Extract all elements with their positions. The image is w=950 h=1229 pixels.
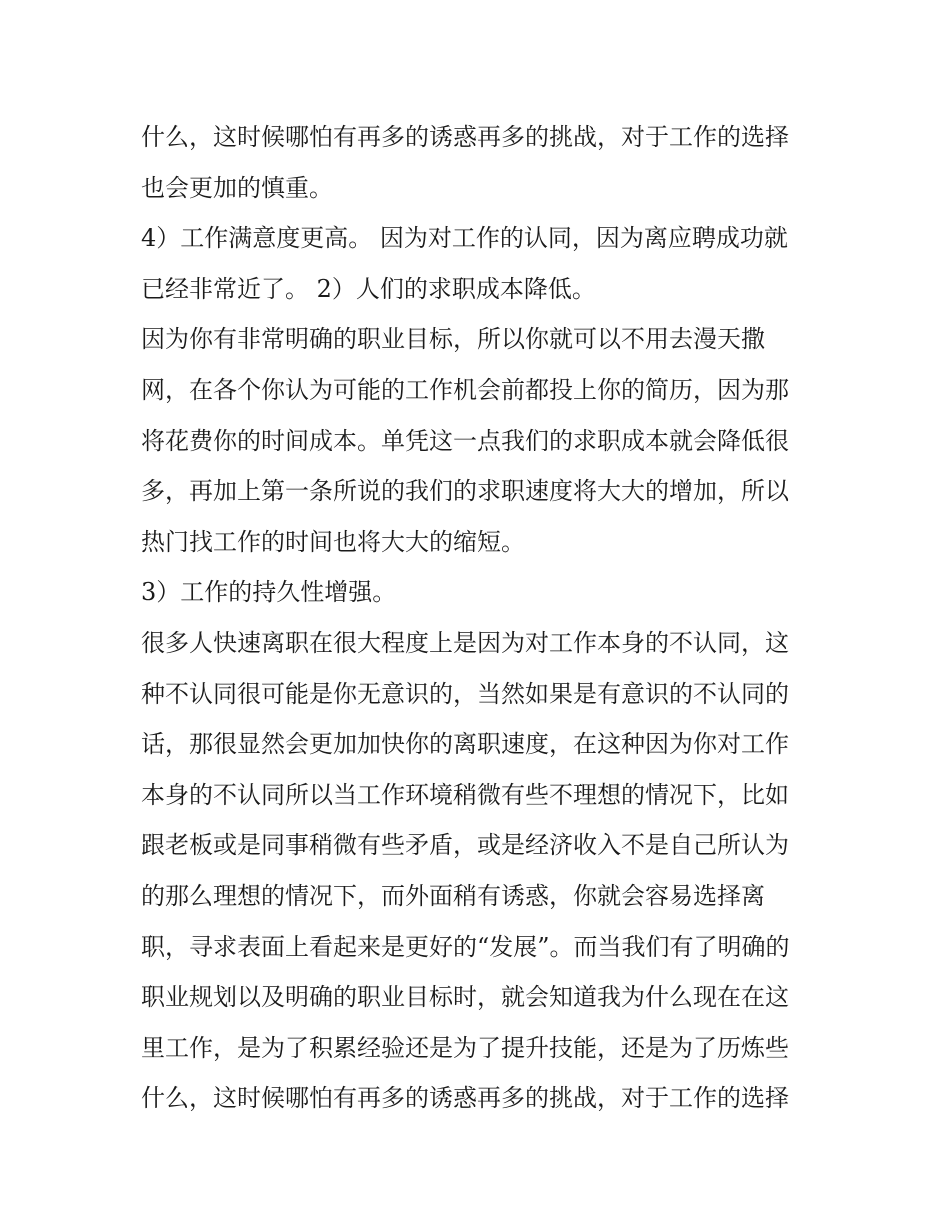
text-line: 职业规划以及明确的职业目标时，就会知道我为什么现在在这: [141, 983, 789, 1012]
text-line: 4）工作满意度更高。 因为对工作的认同，因为离应聘成功就: [141, 224, 788, 253]
text-line: 跟老板或是同事稍微有些矛盾，或是经济收入不是自己所认为: [141, 831, 789, 860]
text-line: 多，再加上第一条所说的我们的求职速度将大大的增加，所以: [141, 477, 789, 506]
text-line: 的那么理想的情况下，而外面稍有诱惑，你就会容易选择离: [141, 881, 765, 910]
document-body: [141, 112, 813, 1124]
text-line: 3）工作的持久性增强。: [141, 578, 397, 607]
text-line: 网，在各个你认为可能的工作机会前都投上你的简历，因为那: [141, 375, 789, 404]
text-line: 什么，这时候哪怕有再多的诱惑再多的挑战，对于工作的选择: [141, 123, 789, 151]
text-line: 也会更加的慎重。: [141, 173, 333, 202]
text-line: 热门找工作的时间也将大大的缩短。: [141, 527, 525, 556]
text-line: 职，寻求表面上看起来是更好的“发展”。而当我们有了明确的: [141, 932, 790, 961]
text-line: 因为你有非常明确的职业目标，所以你就可以不用去漫天撒: [141, 325, 765, 354]
text-line: 话，那很显然会更加加快你的离职速度，在这种因为你对工作: [141, 730, 789, 759]
text-line: 什么，这时候哪怕有再多的诱惑再多的挑战，对于工作的选择: [141, 1084, 789, 1113]
text-line: 种不认同很可能是你无意识的，当然如果是有意识的不认同的: [141, 679, 789, 708]
text-line: 将花费你的时间成本。单凭这一点我们的求职成本就会降低很: [141, 426, 789, 455]
text-line: 很多人快速离职在很大程度上是因为对工作本身的不认同，这: [141, 628, 789, 657]
text-line: 里工作，是为了积累经验还是为了提升技能，还是为了历炼些: [141, 1033, 789, 1062]
text-line: 本身的不认同所以当工作环境稍微有些不理想的情况下，比如: [141, 780, 789, 809]
text-line: 已经非常近了。 2）人们的求职成本降低。: [141, 274, 596, 303]
